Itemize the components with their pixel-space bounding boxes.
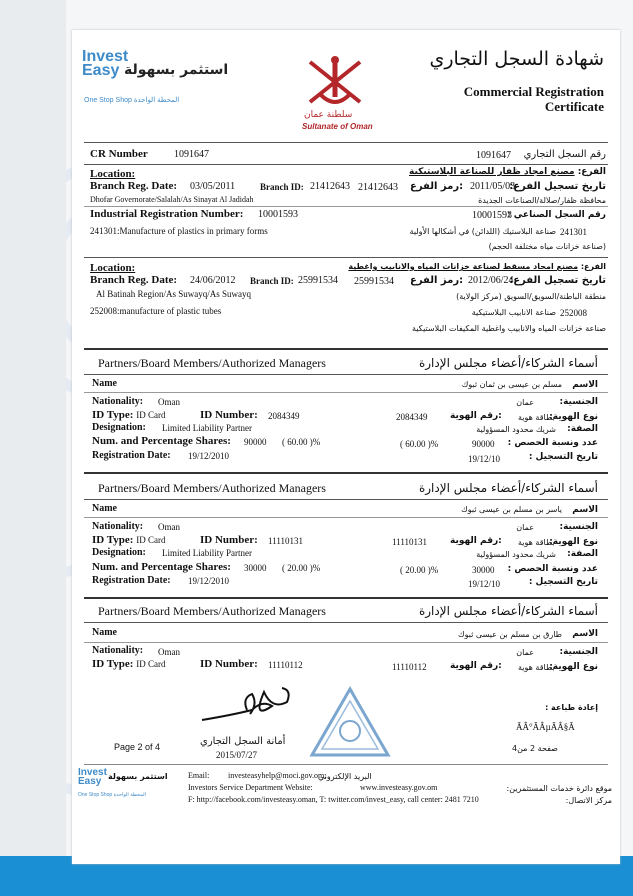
industrial-reg-label-ar: رقم السجل الصناعي :: [507, 210, 606, 220]
p2-designation-label: Designation:: [92, 547, 146, 558]
p3-nationality-label: Nationality:: [92, 645, 144, 656]
p2-reg-date-ar: 19/12/10: [468, 579, 501, 589]
p2-shares-ar: 30000: [472, 565, 495, 575]
p1-shares-label-ar: عدد ونسبة الحصص :: [507, 438, 598, 448]
p2-reg-date: 19/12/2010: [188, 576, 230, 586]
branch1-reg-date-label: Branch Reg. Date:: [90, 180, 178, 192]
industrial-reg-label: Industrial Registration Number:: [90, 208, 244, 220]
p1-id-number-ar: 2084349: [396, 412, 428, 422]
branch1-address: Dhofar Governorate/Salalah/As Sinayat Al Jadidah: [90, 195, 254, 204]
oman-emblem-icon: [300, 52, 373, 132]
logo-subtitle: One Stop Shop المحطة الواحدة: [84, 97, 180, 104]
p3-id-type-label-ar: نوع الهوية:: [549, 662, 598, 672]
branch1-reg-date-label-ar: تاريخ تسجيل الفرع:: [509, 181, 606, 192]
branch1-code-label-ar: رمز الفرع:: [410, 181, 464, 192]
p2-designation-label-ar: الصفة:: [567, 549, 598, 559]
p1-designation: Limited Liability Partner: [162, 423, 252, 433]
p3-name-label: Name: [92, 627, 117, 638]
title-english-line2: Certificate: [544, 99, 604, 114]
footer-logo: Invest Easy استثمر بسهولة One Stop Shop المحطة الواحدة: [78, 767, 168, 798]
p1-id-number-label: ID Number:: [200, 409, 258, 421]
p2-id-type-label-ar: نوع الهوية:: [549, 537, 598, 547]
p3-name-label-ar: الاسم: [572, 629, 598, 639]
p1-shares-ar: 90000: [472, 439, 495, 449]
branch1-address-ar: محافظة ظفار/صلالة/الصناعات الجديدة: [478, 196, 606, 205]
p3-nationality-ar: عمان: [516, 648, 534, 657]
branch2-id-ar: 25991534: [354, 276, 394, 287]
p3-name-ar: طارق بن مسلم بن عيسى ثبوك: [458, 630, 562, 639]
p2-nationality-label: Nationality:: [92, 521, 144, 532]
industrial-reg-value: 10001593: [258, 209, 298, 220]
branch2-activity-code-ar: 252008: [560, 308, 587, 318]
partners-heading-1: Partners/Board Members/Authorized Managers: [98, 356, 326, 370]
p3-id-number: 11110112: [268, 660, 303, 670]
branch2-code-label-ar: رمز الفرع:: [410, 275, 464, 286]
branch1-reg-date-ar: 2011/05/03: [470, 181, 516, 192]
p2-id-number-ar: 11110131: [392, 537, 427, 547]
p3-nationality: Oman: [158, 647, 180, 657]
branch2-activity: 252008:manufacture of plastic tubes: [90, 306, 222, 316]
signature-scribble: [192, 680, 302, 730]
title-english-line1: Commercial Registration: [463, 84, 604, 99]
footer-social: F: http://facebook.com/investeasy.oman, T: twitter.com/invest_easy, call center: 2481 7210: [188, 795, 479, 804]
footer-website-label: Investors Service Department Website:: [188, 783, 313, 792]
footer-email: investeasyhelp@moci.gov.om:: [228, 771, 327, 780]
p2-name-label-ar: الاسم: [572, 505, 598, 515]
p1-percent-ar: ( 60.00 )%: [400, 439, 439, 449]
partners-heading-2: Partners/Board Members/Authorized Managers: [98, 481, 326, 495]
p2-percent: ( 20.00 )%: [282, 563, 321, 573]
p1-shares-label: Num. and Percentage Shares:: [92, 435, 231, 447]
p3-id-type-ar: بطاقة هوية: [518, 663, 555, 672]
p2-id-number-label: ID Number:: [200, 534, 258, 546]
footer-website: www.investeasy.gov.om: [360, 783, 438, 792]
p2-reg-date-label: Registration Date:: [92, 575, 171, 586]
cr-number-label-ar: رقم السجل التجاري: [523, 149, 606, 160]
p1-nationality: Oman: [158, 397, 180, 407]
branch2-activity-ar-note: صناعة خزانات المياه والانابيب واغطية المكيفات البلاستيكية: [411, 324, 606, 333]
signature-title: أمانة السجل التجاري: [200, 736, 286, 747]
p1-reg-date-label: Registration Date:: [92, 450, 171, 461]
p1-designation-ar: شريك محدود المسؤولية: [476, 425, 556, 434]
p3-id-number-label-ar: رقم الهوية:: [450, 661, 502, 671]
p1-id-type-ar: بطاقة هوية: [518, 413, 555, 422]
invest-easy-logo: [82, 48, 229, 110]
p2-nationality-ar: عمان: [516, 523, 534, 532]
cr-number-label: CR Number: [90, 148, 148, 160]
p2-shares: 30000: [244, 563, 267, 573]
p1-nationality-label: Nationality:: [92, 396, 144, 407]
p2-id-type-line: ID Type: ID Card: [92, 534, 166, 546]
p1-reg-date: 19/12/2010: [188, 451, 230, 461]
p1-id-type-label-ar: نوع الهوية:: [549, 412, 598, 422]
partners-heading-ar-2: أسماء الشركاء/أعضاء مجلس الإدارة: [418, 481, 598, 495]
branch2-id-label: Branch ID:: [250, 276, 294, 286]
p2-designation: Limited Liability Partner: [162, 548, 252, 558]
cr-number-value: 1091647: [174, 149, 209, 160]
branch1-location-label: Location:: [90, 168, 136, 180]
p3-id-type-line: ID Type: ID Card: [92, 658, 166, 670]
p1-designation-label: Designation:: [92, 422, 146, 433]
emblem-arabic: سلطنة عمان: [304, 110, 353, 120]
p2-nationality: Oman: [158, 522, 180, 532]
official-stamp-icon: [308, 685, 392, 759]
branch2-reg-date: 24/06/2012: [190, 275, 236, 286]
p2-shares-label-ar: عدد ونسبة الحصص :: [507, 564, 598, 574]
signature-date: 2015/07/27: [216, 750, 258, 760]
branch1-activity: 241301:Manufacture of plastics in primary forms: [90, 226, 268, 236]
branch2-location-label: Location:: [90, 262, 136, 274]
page-number-ar: صفحة 2 من4: [512, 744, 558, 753]
branch2-address: Al Batinah Region/As Suwayq/As Suwayq: [96, 289, 251, 299]
p2-name-ar: ياسر بن مسلم بن عيسى ثبوك: [461, 505, 562, 514]
p2-reg-date-label-ar: تاريخ التسجيل :: [528, 577, 598, 587]
partners-heading-ar-3: أسماء الشركاء/أعضاء مجلس الإدارة: [418, 604, 598, 618]
p1-id-number: 2084349: [268, 411, 300, 421]
logo-word-easy: Easy: [82, 62, 120, 79]
p1-id-number-label-ar: رقم الهوية:: [450, 411, 502, 421]
p1-reg-date-label-ar: تاريخ التسجيل :: [528, 452, 598, 462]
branch2-id: 25991534: [298, 275, 338, 286]
p2-designation-ar: شريك محدود المسؤولية: [476, 550, 556, 559]
branch1-id-label: Branch ID:: [260, 182, 304, 192]
p2-id-type-ar: بطاقة هوية: [518, 538, 555, 547]
p1-nationality-label-ar: الجنسية:: [559, 397, 598, 407]
footer-email-label: Email:: [188, 771, 210, 780]
branch1-activity-code-ar: 241301: [560, 227, 587, 237]
p1-shares: 90000: [244, 437, 267, 447]
p2-shares-label: Num. and Percentage Shares:: [92, 561, 231, 573]
branch2-activity-ar: صناعة الانابيب البلاستيكية: [471, 308, 556, 317]
certificate-sheet: [72, 30, 620, 864]
footer-call-ar: مركز الاتصال:: [565, 796, 612, 805]
logo-arabic: استثمر بسهولة: [124, 62, 229, 78]
p1-percent: ( 60.00 )%: [282, 437, 321, 447]
p1-nationality-ar: عمان: [516, 398, 534, 407]
p1-name-label: Name: [92, 378, 117, 389]
p1-id-type-line: ID Type: ID Card: [92, 409, 166, 421]
branch1-reg-date: 03/05/2011: [190, 181, 236, 192]
p2-percent-ar: ( 20.00 )%: [400, 565, 439, 575]
p3-id-number-label: ID Number:: [200, 658, 258, 670]
branch1-id-ar: 21412643: [358, 182, 398, 193]
p3-id-number-ar: 11110112: [392, 662, 427, 672]
p3-nationality-label-ar: الجنسية:: [559, 647, 598, 657]
p1-name-label-ar: الاسم: [572, 380, 598, 390]
partners-heading-ar-1: أسماء الشركاء/أعضاء مجلس الإدارة: [418, 356, 598, 370]
branch2-reg-date-ar: 2012/06/24: [468, 275, 514, 286]
branch1-id: 21412643: [310, 181, 350, 192]
title-arabic: شهادة السجل التجاري: [429, 48, 604, 70]
logo-word-invest: Invest: [82, 48, 129, 65]
footer-email-ar: البريد الإلكتروني: [318, 772, 372, 781]
title-english: [464, 84, 604, 114]
industrial-reg-value-ar: 10001593: [472, 210, 512, 221]
p1-reg-date-ar: 19/12/10: [468, 454, 501, 464]
branch2-reg-date-label: Branch Reg. Date:: [90, 274, 178, 286]
p1-name-ar: مسلم بن عيسى بن ثمان ثبوك: [461, 380, 562, 389]
branch1-activity-ar-note: (صناعة خزانات مياه مختلفة الحجم): [488, 242, 606, 251]
cr-number-value-ar: 1091647: [476, 150, 511, 161]
footer-website-ar: موقع دائرة خدمات المستثمرين:: [506, 784, 612, 793]
p2-name-label: Name: [92, 503, 117, 514]
branch2-reg-date-label-ar: تاريخ تسجيل الفرع:: [509, 275, 606, 286]
emblem-english: Sultanate of Oman: [302, 122, 373, 131]
reprint-label: إعادة طباعة :: [545, 703, 598, 712]
page-number: Page 2 of 4: [114, 742, 161, 752]
reprint-value: ÃÂ°ÃÂµÃÂ§Ã: [516, 722, 575, 732]
p2-id-number: 11110131: [268, 536, 303, 546]
branch1-arabic-name: الفرع: مصنع امجاد ظفار للصناعة البلاستيكية: [408, 167, 606, 177]
p2-id-number-label-ar: رقم الهوية:: [450, 536, 502, 546]
p2-nationality-label-ar: الجنسية:: [559, 522, 598, 532]
p1-designation-label-ar: الصفة:: [567, 424, 598, 434]
partners-heading-3: Partners/Board Members/Authorized Managers: [98, 604, 326, 618]
branch2-arabic-name: الفرع: مصنع امجاد مسقط لصناعة خزانات المياه والانابيب واغطية: [348, 262, 606, 271]
branch1-activity-ar: صناعة البلاستيك (اللدائن) في أشكالها الأولية: [409, 227, 556, 236]
branch2-address-ar: منطقة الباطنة/السويق/السويق (مركز الولاية): [456, 292, 606, 301]
